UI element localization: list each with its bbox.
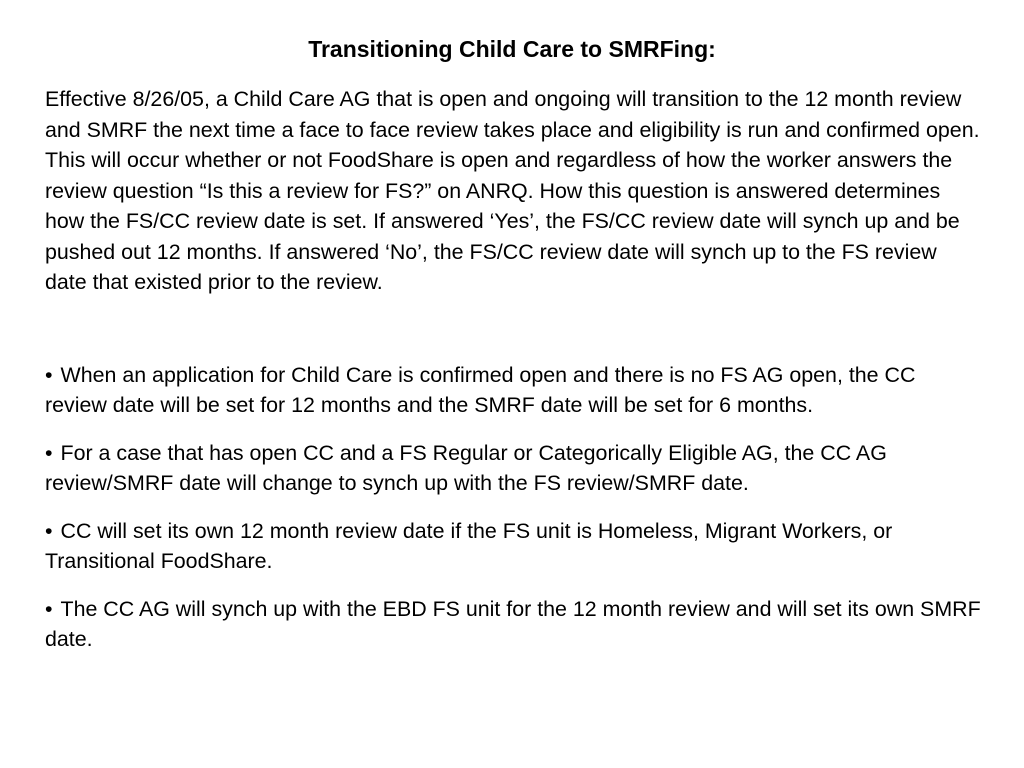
bullet-text: For a case that has open CC and a FS Regular or Categorically Eligible AG, the CC AG review/SMRF date will change to synch up with the FS review/SMRF date.	[45, 440, 887, 495]
bullet-dot-icon: •	[45, 596, 53, 621]
bullet-text: The CC AG will synch up with the EBD FS unit for the 12 month review and will set its own SMRF date.	[45, 596, 981, 651]
slide-body	[45, 84, 983, 672]
bullet-dot-icon: •	[45, 518, 53, 543]
bullet-item	[45, 360, 983, 421]
bullet-item	[45, 516, 983, 577]
intro-paragraph: Effective 8/26/05, a Child Care AG that is open and ongoing will transition to the 12 month review and SMRF the next time a face to face review takes place and eligibility is run and confirmed open. This will occur whether or not FoodShare is open and regardless of how the worker answers the review question “Is this a review for FS?” on ANRQ. How this question is answered determines how the FS/CC review date is set. If answered ‘Yes’, the FS/CC review date will synch up and be pushed out 12 months. If answered ‘No’, the FS/CC review date will synch up to the FS review date that existed prior to the review.	[45, 87, 980, 294]
bullet-dot-icon: •	[45, 440, 53, 465]
bullet-item	[45, 594, 983, 655]
bullet-text: CC will set its own 12 month review date if the FS unit is Homeless, Migrant Workers, or Transitional FoodShare.	[45, 518, 893, 573]
slide-title: Transitioning Child Care to SMRFing:	[308, 36, 716, 62]
bullet-dot-icon: •	[45, 362, 53, 387]
bullet-text: When an application for Child Care is confirmed open and there is no FS AG open, the CC review date will be set for 12 months and the SMRF date will be set for 6 months.	[45, 362, 916, 417]
bullet-item	[45, 438, 983, 499]
